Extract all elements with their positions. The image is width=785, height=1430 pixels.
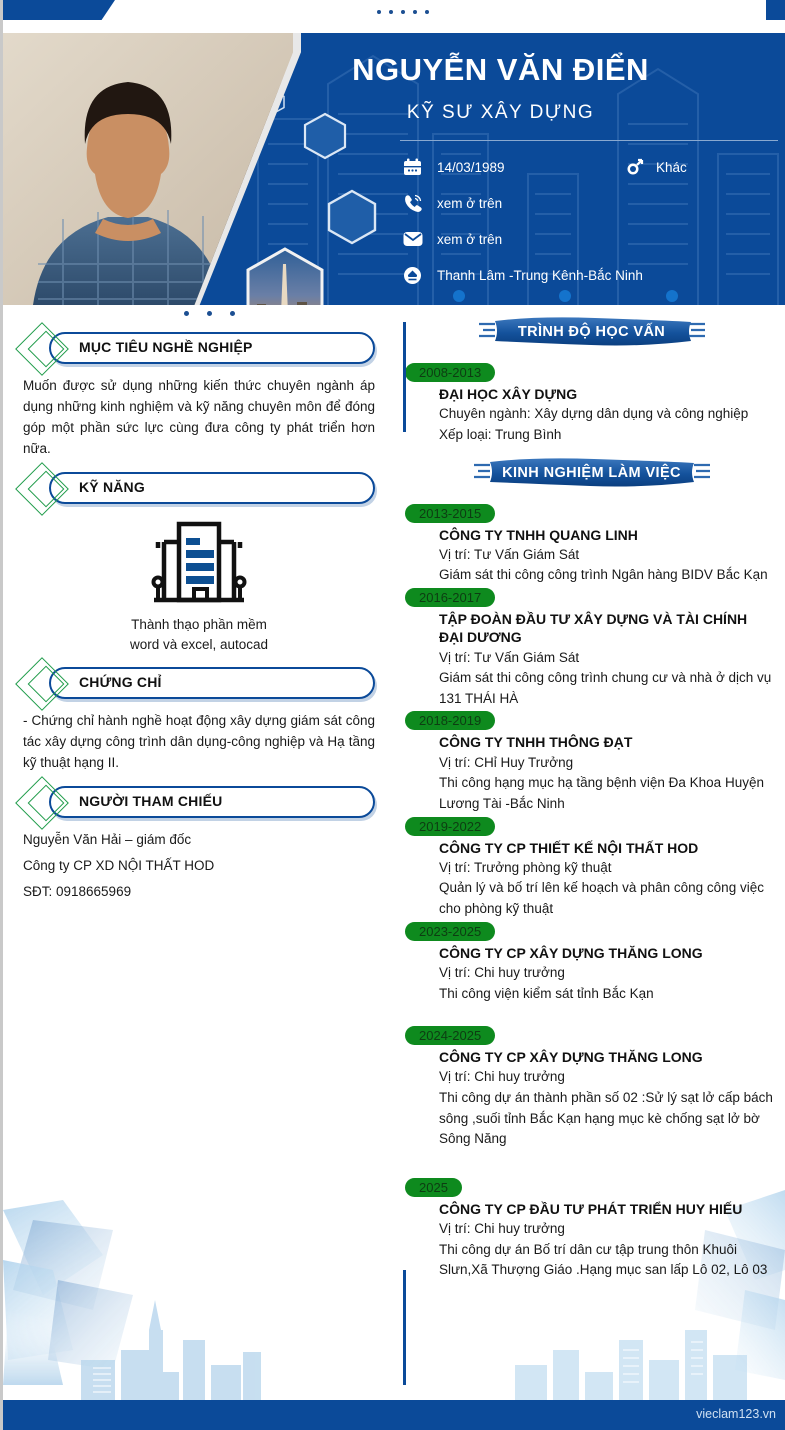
- email-value: xem ở trên: [437, 231, 503, 247]
- job-title: KỸ SƯ XÂY DỰNG: [406, 102, 595, 123]
- period-badge: 2025: [405, 1178, 462, 1197]
- contact-list: [403, 149, 783, 293]
- reference-title: NGƯỜI THAM CHIẾU: [79, 792, 223, 809]
- objective-body: Muốn được sử dụng những kiến thức chuyên ngành áp dụng những kinh nghiệm và kỹ năng chuyên môn để đóng góp một phần sức lực cùng đưa công ty phát triển hơn nữa.: [23, 378, 375, 456]
- experience-position: Vị trí: Chi huy trưởng: [439, 1069, 565, 1085]
- reference-name: Nguyễn Văn Hải – giám đốc: [23, 831, 192, 847]
- experience-position: Vị trí: CHỉ Huy Trưởng: [439, 754, 574, 770]
- right-column: [395, 305, 785, 1400]
- header-divider: [400, 140, 778, 141]
- top-right-square: [766, 0, 785, 20]
- period-badge: 2008-2013: [405, 363, 495, 382]
- certificate-body: - Chứng chỉ hành nghề hoạt động xây dựng giám sát công tác xây dựng công trình dân dụng-công nghiệp và Hạ tầng kỹ thuật hạng II.: [23, 713, 375, 771]
- education-detail: Chuyên ngành: Xây dựng dân dụng và công nghiệp: [439, 406, 749, 422]
- skills-title: KỸ NĂNG: [79, 478, 145, 495]
- email-icon: [403, 231, 437, 247]
- section-header-certificate: [21, 667, 377, 701]
- cv-body: [3, 305, 785, 1400]
- top-strip: [3, 0, 785, 33]
- experience-description: Thi công hạng mục hạ tầng bệnh viện Đa Khoa Huyện Lương Tài -Bắc Ninh: [439, 775, 764, 811]
- footer-bar: [3, 1400, 785, 1430]
- gender-field: [612, 158, 687, 177]
- experience-description: Thi công dự án Bố trí dân cư tập trung thôn Khuôi Slưn,Xã Thượng Giáo .Hạng mục san lấp Lô 02, Lô 03: [439, 1241, 768, 1278]
- experience-org: CÔNG TY CP XÂY DỰNG THĂNG LONG: [439, 1049, 703, 1066]
- left-dots: [41, 305, 377, 320]
- experience-entry: [395, 922, 785, 1005]
- experience-position: Vị trí: Chi huy trưởng: [439, 964, 565, 980]
- experience-org: CÔNG TY TNHH THÔNG ĐẠT: [439, 734, 633, 751]
- contact-row-phone: [403, 185, 783, 221]
- experience-description: Giám sát thi công công trình Ngân hàng BIDV Bắc Kạn: [439, 567, 768, 583]
- education-org: ĐẠI HỌC XÂY DỰNG: [439, 386, 578, 402]
- experience-entry: [395, 1026, 785, 1150]
- experience-entry: [395, 588, 785, 709]
- gender-value: Khác: [656, 159, 687, 175]
- experience-org: CÔNG TY CP ĐẦU TƯ PHÁT TRIỂN HUY HIẾU: [439, 1200, 743, 1217]
- experience-title: KINH NGHIỆM LÀM VIỆC: [502, 464, 681, 481]
- section-header-skills: [21, 472, 377, 506]
- experience-position: Vị trí: Trưởng phòng kỹ thuật: [439, 859, 612, 875]
- banner-experience: [395, 456, 785, 490]
- section-header-reference: [21, 786, 377, 820]
- contact-row-address: [403, 257, 783, 293]
- experience-description: Quản lý và bố trí lên kế hoạch và phân công công việc cho phòng kỹ thuật: [439, 880, 764, 916]
- watermark: vieclam123.vn: [696, 1407, 776, 1421]
- reference-company: Công ty CP XD NỘI THẤT HOD: [23, 858, 215, 874]
- top-left-parallelogram: [3, 0, 115, 20]
- experience-entry: [395, 817, 785, 920]
- certificate-title: CHỨNG CHỈ: [79, 674, 162, 691]
- experience-org: CÔNG TY TNHH QUANG LINH: [439, 526, 638, 543]
- experience-org: CÔNG TY CP THIẾT KẾ NỘI THẤT HOD: [439, 839, 699, 856]
- experience-position: Vị trí: Tư Vấn Giám Sát: [439, 546, 580, 562]
- education-title: TRÌNH ĐỘ HỌC VẤN: [517, 324, 666, 340]
- experience-entry: [395, 504, 785, 587]
- address-value: Thanh Lâm -Trung Kênh-Bắc Ninh: [437, 267, 643, 283]
- skills-illustration: [21, 520, 377, 656]
- period-badge: 2024-2025: [405, 1026, 495, 1045]
- experience-entry: [395, 711, 785, 814]
- experience-description: Thi công dự án thành phần số 02 :Sử lý sạt lở cấp bách sông ,suối tỉnh Bắc Kạn hạng mục kè chống sạt lở bờ Sông Năng: [439, 1090, 773, 1147]
- banner-education: [395, 315, 785, 349]
- left-column: [3, 305, 395, 1400]
- location-icon: [403, 266, 437, 285]
- education-list: [395, 363, 785, 446]
- education-entry: [395, 363, 785, 446]
- column-divider-top: [403, 322, 406, 432]
- experience-position: Vị trí: Chi huy trưởng: [439, 1221, 565, 1237]
- section-header-objective: [21, 332, 377, 366]
- skills-line-2: word và excel, autocad: [129, 636, 269, 652]
- period-badge: 2023-2025: [405, 922, 495, 941]
- period-badge: 2016-2017: [405, 588, 495, 607]
- skills-line-1: Thành thạo phần mềm: [131, 616, 267, 632]
- top-dots: [377, 10, 429, 14]
- education-detail: Xếp loại: Trung Bình: [439, 426, 562, 442]
- experience-list: [395, 504, 785, 1281]
- period-badge: 2019-2022: [405, 817, 495, 836]
- hexagon-large: [326, 189, 378, 245]
- reference-phone: SĐT: 0918665969: [23, 884, 132, 900]
- header-bottom-dots: [3, 290, 785, 304]
- contact-row-email: [403, 221, 783, 257]
- experience-org: TẬP ĐOÀN ĐẦU TƯ XÂY DỰNG VÀ TÀI CHÍNH ĐẠI DƯƠNG: [439, 611, 748, 646]
- experience-description: Thi công viện kiểm sát tỉnh Bắc Kạn: [439, 985, 654, 1001]
- birthday-value: 14/03/1989: [437, 159, 505, 175]
- calendar-icon: [403, 158, 437, 177]
- experience-entry: [395, 1178, 785, 1281]
- period-badge: 2018-2019: [405, 711, 495, 730]
- column-divider-bottom: [403, 1270, 406, 1385]
- experience-org: CÔNG TY CP XÂY DỰNG THĂNG LONG: [439, 944, 703, 961]
- experience-position: Vị trí: Tư Vấn Giám Sát: [439, 649, 580, 665]
- experience-description: Giám sát thi công công trình chung cư và nhà ở dịch vụ 131 THÁI HÀ: [439, 670, 772, 706]
- phone-icon: [403, 194, 437, 213]
- phone-value: xem ở trên: [437, 195, 503, 211]
- cv-header: [3, 24, 785, 305]
- candidate-name: NGUYỄN VĂN ĐIỂN: [352, 52, 649, 87]
- gender-icon: [612, 158, 656, 177]
- period-badge: 2013-2015: [405, 504, 495, 523]
- building-icon: [144, 520, 254, 610]
- contact-row-birthday: [403, 149, 783, 185]
- objective-title: MỤC TIÊU NGHỀ NGHIỆP: [79, 339, 253, 355]
